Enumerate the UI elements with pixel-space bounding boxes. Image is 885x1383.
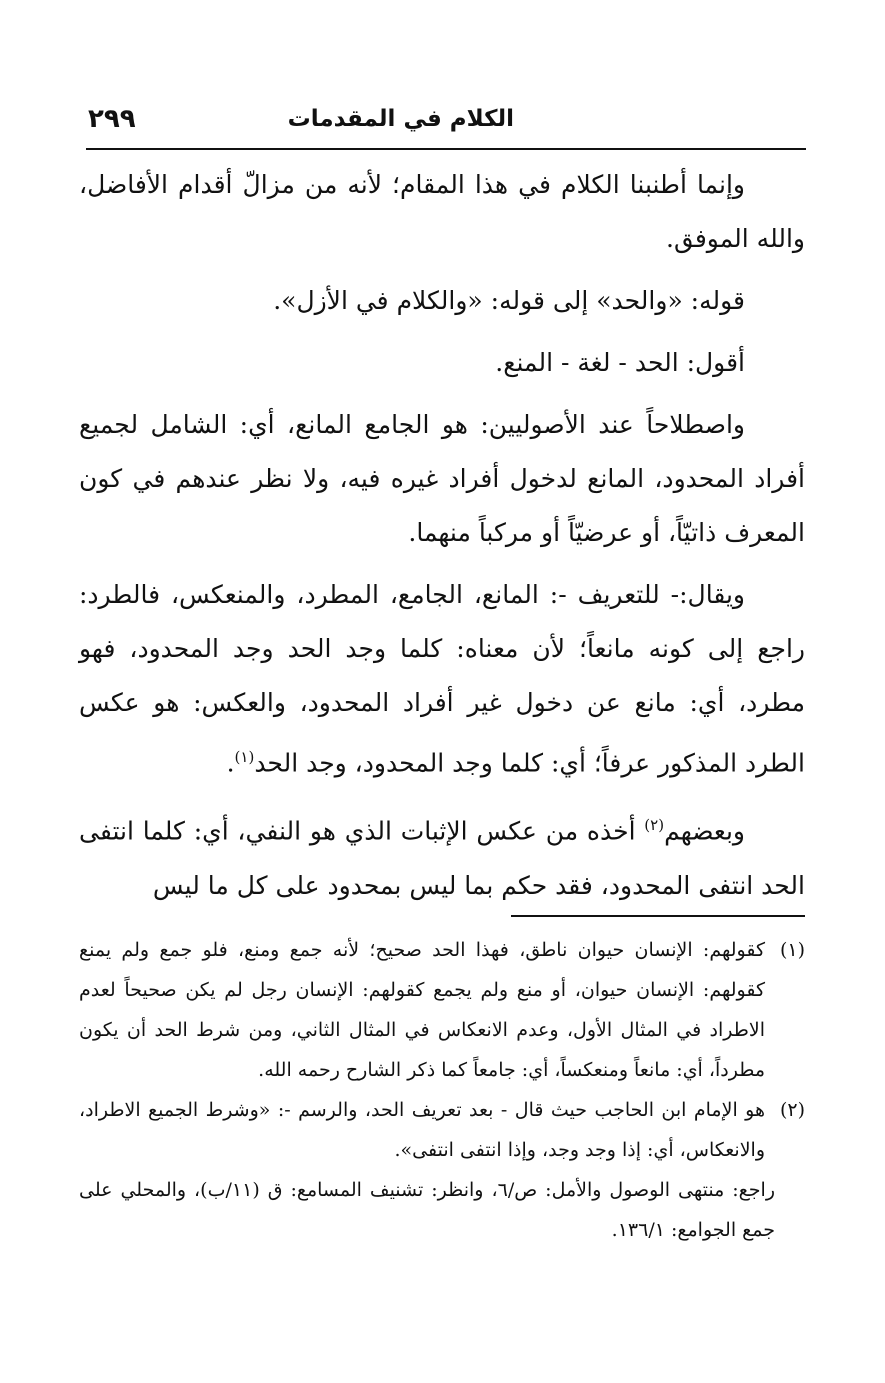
paragraph-5 [79, 568, 805, 790]
running-title: الكلام في المقدمات [287, 106, 514, 132]
footnote-separator [511, 915, 805, 917]
paragraph-5-end: . [226, 748, 235, 778]
paragraph-1: وإنما أطنبنا الكلام في هذا المقام؛ لأنه من مزالّ أقدام الأفاضل، والله الموفق. [79, 170, 805, 253]
paragraph-3: أقول: الحد - لغة - المنع. [495, 348, 745, 377]
footnotes [79, 930, 805, 1250]
footnote-2-references: راجع: منتهى الوصول والأمل: ص/٦، وانظر: تشنيف المسامع: ق (١١/ب)، والمحلي على جمع الجوامع: ١٣٦/١. [79, 1179, 775, 1241]
footnote-1-text: كقولهم: الإنسان حيوان ناطق، فهذا الحد صحيح؛ لأنه جمع ومنع، فلو جمع ولم يمنع كقولهم: الإنسان حيوان، أو منع ولم يجمع كقولهم: الإنسان رجل لم يكن صحيحاً لعدم الاطراد في المثال الأول، وعدم الانعكاس في المثال الثاني، ومن شرط الحد أن يكون مطرداً، أي: مانعاً ومنعكساً، أي: جامعاً كما ذكر الشارح رحمه الله. [79, 939, 765, 1081]
footnote-2-text: هو الإمام ابن الحاجب حيث قال - بعد تعريف الحد، والرسم -: «وشرط الجميع الاطراد، والانعكاس، أي: إذا وجد وجد، وإذا انتفى انتفى». [79, 1099, 765, 1161]
footnote-2-mark: (٢) [779, 1099, 805, 1121]
footnote-ref-2[interactable]: (٢) [644, 816, 665, 835]
footnote-2 [79, 1090, 805, 1170]
main-text [79, 158, 805, 921]
paragraph-5-text: ويقال:- للتعريف -: المانع، الجامع، المطرد، والمنعكس، فالطرد: راجع إلى كونه مانعاً؛ لأن معناه: كلما وجد الحد وجد المحدود، فهو مطرد، أي: مانع عن دخول غير أفراد المحدود، والعكس: هو عكس الطرد المذكور عرفاً؛ أي: كلما وجد المحدود، وجد الحد [79, 580, 805, 778]
running-header [86, 104, 806, 150]
footnote-ref-1[interactable]: (١) [234, 748, 255, 766]
page-number: ٢٩٩ [88, 104, 136, 134]
paragraph-4: واصطلاحاً عند الأصوليين: هو الجامع المانع، أي: الشامل لجميع أفراد المحدود، المانع لدخول أفراد غيره فيه، ولا نظر عندهم في كون المعرف ذاتيّاً، أو عرضيّاً أو مركباً منهما. [79, 410, 805, 547]
footnote-1 [79, 930, 805, 1090]
paragraph-6 [79, 798, 805, 912]
footnote-1-mark: (١) [779, 939, 805, 961]
paragraph-6-text: أخذه من عكس الإثبات الذي هو النفي، أي: كلما انتفى الحد انتفى المحدود، فقد حكم بما ليس بمحدود على كل ما ليس [79, 816, 805, 900]
paragraph-6-start: وبعضهم [664, 816, 745, 846]
paragraph-2: قوله: «والحد» إلى قوله: «والكلام في الأزل». [273, 286, 745, 315]
